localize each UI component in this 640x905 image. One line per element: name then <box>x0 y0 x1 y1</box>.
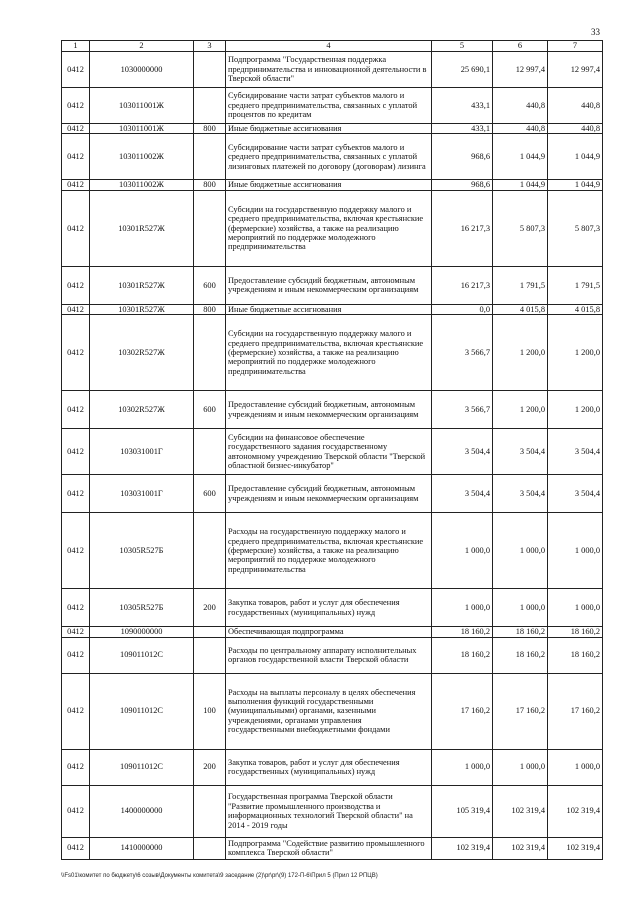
table-row <box>62 749 603 785</box>
amount-col-7: 1 000,0 <box>548 589 603 627</box>
table-row <box>62 429 603 475</box>
target-article-code: 10301R527Ж <box>90 266 194 304</box>
expense-type-code <box>194 52 226 88</box>
budget-section-code: 0412 <box>62 475 90 513</box>
amount-col-6: 3 504,4 <box>493 475 548 513</box>
amount-col-6: 18 160,2 <box>493 627 548 637</box>
table-row <box>62 513 603 589</box>
target-article-code: 109011012С <box>90 749 194 785</box>
expense-type-code <box>194 785 226 837</box>
amount-col-5: 3 504,4 <box>432 475 493 513</box>
column-header: 3 <box>194 41 226 52</box>
expense-type-code: 800 <box>194 124 226 134</box>
expense-type-code: 600 <box>194 475 226 513</box>
expense-name: Предоставление субсидий бюджетным, автономным учреждениям и иным некоммерческим организациям <box>226 266 432 304</box>
budget-section-code: 0412 <box>62 749 90 785</box>
amount-col-5: 433,1 <box>432 124 493 134</box>
table-row <box>62 315 603 391</box>
amount-col-6: 1 044,9 <box>493 134 548 180</box>
table-row <box>62 589 603 627</box>
table-row <box>62 837 603 859</box>
expense-type-code: 200 <box>194 589 226 627</box>
table-row <box>62 785 603 837</box>
amount-col-7: 1 791,5 <box>548 266 603 304</box>
amount-col-7: 3 504,4 <box>548 429 603 475</box>
amount-col-6: 5 807,3 <box>493 190 548 266</box>
table-row <box>62 180 603 190</box>
expense-type-code: 100 <box>194 673 226 749</box>
amount-col-7: 102 319,4 <box>548 837 603 859</box>
expense-name: Субсидии на финансовое обеспечение государственного задания государственному автономному учреждению Тверской области "Тверской областной бизнес-инкубатор" <box>226 429 432 475</box>
budget-section-code: 0412 <box>62 52 90 88</box>
table-row <box>62 88 603 124</box>
expense-type-code <box>194 627 226 637</box>
expense-name: Расходы на государственную поддержку малого и среднего предпринимательства, включая крестьянские (фермерские) хозяйства, а также на реализацию мероприятий по поддержке молодежного предпринимательства <box>226 513 432 589</box>
amount-col-7: 1 200,0 <box>548 391 603 429</box>
expense-name: Государственная программа Тверской области "Развитие промышленного производства и информационных технологий Тверской области" на 2014 - 2019 годы <box>226 785 432 837</box>
column-header: 5 <box>432 41 493 52</box>
expense-name: Предоставление субсидий бюджетным, автономным учреждениям и иным некоммерческим организациям <box>226 475 432 513</box>
amount-col-5: 0,0 <box>432 304 493 314</box>
column-header: 4 <box>226 41 432 52</box>
target-article-code: 10305R527Б <box>90 589 194 627</box>
budget-section-code: 0412 <box>62 785 90 837</box>
budget-section-code: 0412 <box>62 180 90 190</box>
target-article-code: 1400000000 <box>90 785 194 837</box>
expense-name: Субсидии на государственную поддержку малого и среднего предпринимательства, включая крестьянские (фермерские) хозяйства, а также на реализацию мероприятий по поддержке молодежного предпринимательства <box>226 315 432 391</box>
target-article-code: 103031001Г <box>90 429 194 475</box>
amount-col-6: 440,8 <box>493 124 548 134</box>
amount-col-5: 25 690,1 <box>432 52 493 88</box>
expense-name: Закупка товаров, работ и услуг для обеспечения государственных (муниципальных) нужд <box>226 749 432 785</box>
amount-col-5: 968,6 <box>432 134 493 180</box>
table-row <box>62 304 603 314</box>
amount-col-7: 102 319,4 <box>548 785 603 837</box>
budget-section-code: 0412 <box>62 673 90 749</box>
target-article-code: 10302R527Ж <box>90 315 194 391</box>
expense-name: Обеспечивающая подпрограмма <box>226 627 432 637</box>
amount-col-6: 102 319,4 <box>493 837 548 859</box>
expense-name: Предоставление субсидий бюджетным, автономным учреждениям и иным некоммерческим организациям <box>226 391 432 429</box>
expense-name: Закупка товаров, работ и услуг для обеспечения государственных (муниципальных) нужд <box>226 589 432 627</box>
amount-col-5: 3 566,7 <box>432 315 493 391</box>
expense-type-code <box>194 88 226 124</box>
table-row <box>62 190 603 266</box>
amount-col-7: 3 504,4 <box>548 475 603 513</box>
expense-type-code: 200 <box>194 749 226 785</box>
budget-section-code: 0412 <box>62 304 90 314</box>
amount-col-7: 17 160,2 <box>548 673 603 749</box>
table-row <box>62 627 603 637</box>
expense-name: Субсидирование части затрат субъектов малого и среднего предпринимательства, связанных с уплатой лизинговых платежей по договору (договорам) лизинга <box>226 134 432 180</box>
amount-col-7: 18 160,2 <box>548 627 603 637</box>
budget-section-code: 0412 <box>62 124 90 134</box>
budget-section-code: 0412 <box>62 589 90 627</box>
amount-col-5: 102 319,4 <box>432 837 493 859</box>
budget-section-code: 0412 <box>62 88 90 124</box>
budget-section-code: 0412 <box>62 315 90 391</box>
table-body <box>62 52 603 860</box>
budget-section-code: 0412 <box>62 391 90 429</box>
table-row <box>62 673 603 749</box>
budget-section-code: 0412 <box>62 266 90 304</box>
amount-col-6: 3 504,4 <box>493 429 548 475</box>
table-row <box>62 124 603 134</box>
amount-col-6: 1 000,0 <box>493 513 548 589</box>
expense-name: Субсидирование части затрат субъектов малого и среднего предпринимательства, связанных с уплатой процентов по кредитам <box>226 88 432 124</box>
expense-type-code: 600 <box>194 391 226 429</box>
amount-col-7: 1 044,9 <box>548 180 603 190</box>
target-article-code: 109011012С <box>90 673 194 749</box>
expense-type-code <box>194 315 226 391</box>
amount-col-6: 18 160,2 <box>493 637 548 673</box>
expense-name: Иные бюджетные ассигнования <box>226 124 432 134</box>
amount-col-6: 102 319,4 <box>493 785 548 837</box>
target-article-code: 109011012С <box>90 637 194 673</box>
budget-section-code: 0412 <box>62 637 90 673</box>
amount-col-5: 17 160,2 <box>432 673 493 749</box>
column-header: 1 <box>62 41 90 52</box>
target-article-code: 103011002Ж <box>90 134 194 180</box>
amount-col-7: 440,8 <box>548 124 603 134</box>
budget-section-code: 0412 <box>62 429 90 475</box>
table-row <box>62 637 603 673</box>
amount-col-6: 1 000,0 <box>493 749 548 785</box>
amount-col-6: 440,8 <box>493 88 548 124</box>
table-row <box>62 475 603 513</box>
budget-table <box>61 40 603 860</box>
expense-type-code: 800 <box>194 180 226 190</box>
target-article-code: 1030000000 <box>90 52 194 88</box>
amount-col-5: 3 504,4 <box>432 429 493 475</box>
budget-section-code: 0412 <box>62 190 90 266</box>
amount-col-7: 1 200,0 <box>548 315 603 391</box>
amount-col-6: 4 015,8 <box>493 304 548 314</box>
amount-col-6: 1 000,0 <box>493 589 548 627</box>
amount-col-5: 1 000,0 <box>432 589 493 627</box>
table-row <box>62 391 603 429</box>
amount-col-5: 18 160,2 <box>432 627 493 637</box>
amount-col-5: 1 000,0 <box>432 513 493 589</box>
amount-col-7: 12 997,4 <box>548 52 603 88</box>
expense-type-code <box>194 429 226 475</box>
target-article-code: 103011001Ж <box>90 124 194 134</box>
page-number: 33 <box>591 27 600 37</box>
amount-col-7: 5 807,3 <box>548 190 603 266</box>
amount-col-5: 18 160,2 <box>432 637 493 673</box>
expense-type-code: 800 <box>194 304 226 314</box>
header-row <box>62 41 603 52</box>
expense-name: Субсидии на государственную поддержку малого и среднего предпринимательства, включая крестьянские (фермерские) хозяйства, а также на реализацию мероприятий по поддержке молодежного предпринимательства <box>226 190 432 266</box>
table-row <box>62 134 603 180</box>
amount-col-7: 1 044,9 <box>548 134 603 180</box>
budget-section-code: 0412 <box>62 627 90 637</box>
amount-col-7: 440,8 <box>548 88 603 124</box>
column-header: 7 <box>548 41 603 52</box>
target-article-code: 103031001Г <box>90 475 194 513</box>
expense-name: Иные бюджетные ассигнования <box>226 180 432 190</box>
target-article-code: 10301R527Ж <box>90 304 194 314</box>
budget-section-code: 0412 <box>62 837 90 859</box>
amount-col-6: 17 160,2 <box>493 673 548 749</box>
table-row <box>62 52 603 88</box>
target-article-code: 1410000000 <box>90 837 194 859</box>
expense-name: Подпрограмма "Содействие развитию промышленного комплекса Тверской области" <box>226 837 432 859</box>
footer-file-path: \\Fs01\комитет по бюджету\6 созыв\Документы комитета\9 заседание (2)\pr\pr\(9) 172-П-6\Прил 5 (Прил 12 РПЦВ) <box>61 873 378 879</box>
amount-col-6: 1 200,0 <box>493 315 548 391</box>
amount-col-6: 1 791,5 <box>493 266 548 304</box>
amount-col-7: 1 000,0 <box>548 513 603 589</box>
expense-type-code <box>194 513 226 589</box>
target-article-code: 1090000000 <box>90 627 194 637</box>
budget-section-code: 0412 <box>62 134 90 180</box>
amount-col-7: 4 015,8 <box>548 304 603 314</box>
amount-col-6: 1 200,0 <box>493 391 548 429</box>
table-row <box>62 266 603 304</box>
target-article-code: 10305R527Б <box>90 513 194 589</box>
expense-type-code: 600 <box>194 266 226 304</box>
amount-col-5: 16 217,3 <box>432 190 493 266</box>
expense-name: Иные бюджетные ассигнования <box>226 304 432 314</box>
amount-col-5: 105 319,4 <box>432 785 493 837</box>
expense-name: Расходы по центральному аппарату исполнительных органов государственной власти Тверской области <box>226 637 432 673</box>
expense-type-code <box>194 637 226 673</box>
expense-type-code <box>194 134 226 180</box>
amount-col-5: 16 217,3 <box>432 266 493 304</box>
amount-col-6: 12 997,4 <box>493 52 548 88</box>
target-article-code: 10301R527Ж <box>90 190 194 266</box>
target-article-code: 103011002Ж <box>90 180 194 190</box>
budget-section-code: 0412 <box>62 513 90 589</box>
amount-col-5: 3 566,7 <box>432 391 493 429</box>
expense-name: Подпрограмма "Государственная поддержка предпринимательства и инновационной деятельности в Тверской области" <box>226 52 432 88</box>
amount-col-5: 1 000,0 <box>432 749 493 785</box>
column-header: 6 <box>493 41 548 52</box>
target-article-code: 103011001Ж <box>90 88 194 124</box>
amount-col-7: 18 160,2 <box>548 637 603 673</box>
amount-col-6: 1 044,9 <box>493 180 548 190</box>
amount-col-5: 968,6 <box>432 180 493 190</box>
column-header: 2 <box>90 41 194 52</box>
amount-col-5: 433,1 <box>432 88 493 124</box>
expense-type-code <box>194 837 226 859</box>
target-article-code: 10302R527Ж <box>90 391 194 429</box>
expense-type-code <box>194 190 226 266</box>
expense-name: Расходы на выплаты персоналу в целях обеспечения выполнения функций государственными (муниципальными) органами, казенными учреждениями, органами управления государственными внебюджетными фондами <box>226 673 432 749</box>
amount-col-7: 1 000,0 <box>548 749 603 785</box>
